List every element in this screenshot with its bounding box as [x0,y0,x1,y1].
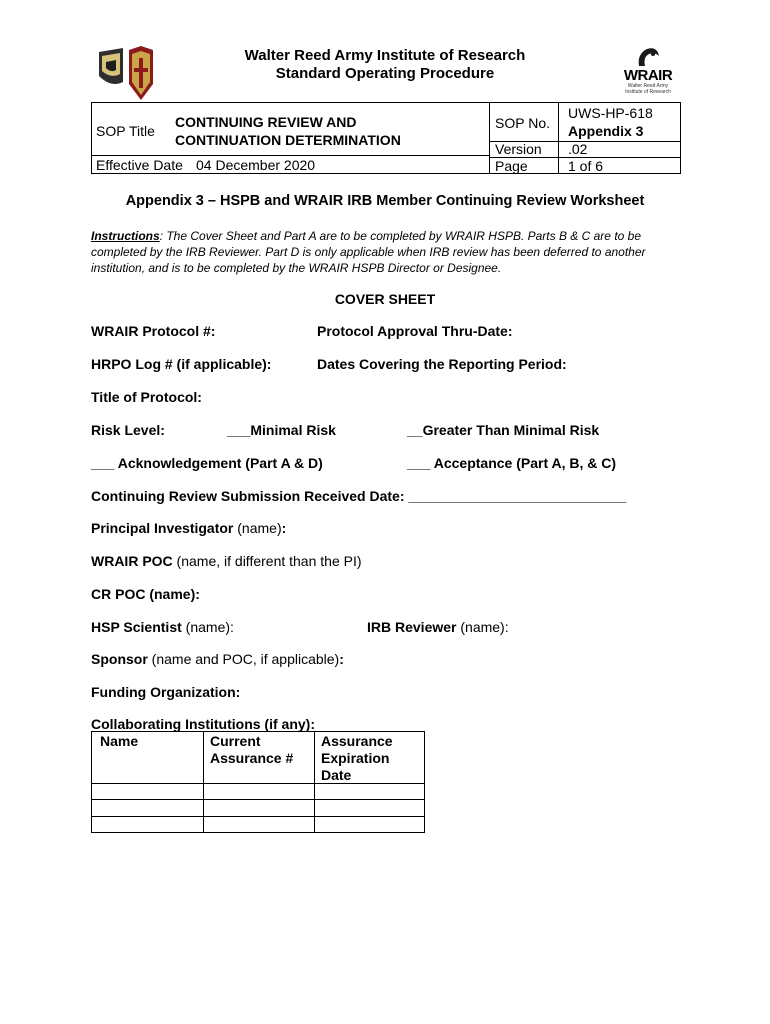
cr-received-date-field[interactable]: Continuing Review Submission Received Date: ____________________________ [91,488,627,504]
effective-date-label: Effective Date [96,157,183,173]
institute-name: Walter Reed Army Institute of Research [244,47,526,64]
instructions-line3: institution, and is to be completed by the WRAIR HSPB Director or Designee. [91,261,502,275]
instructions-line2: completed by the IRB Reviewer. Part D is only applicable when IRB review has been deferred to another [91,245,646,259]
wrair-poc-field[interactable] [91,553,362,570]
col-expiration-l3: Date [321,767,352,783]
collaborating-institutions-table [91,731,425,833]
irb-hint: (name): [456,619,509,635]
instructions-line1: : The Cover Sheet and Part A are to be completed by WRAIR HSPB. Parts B & C are to be [159,229,642,243]
effective-date-value: 04 December 2020 [196,157,316,173]
acknowledgement-option[interactable]: ___ Acknowledgement (Part A & D) [91,455,323,471]
sop-title-line1: CONTINUING REVIEW AND [175,114,357,130]
greater-risk-option[interactable]: __Greater Than Minimal Risk [407,422,600,438]
hrpo-log-label: HRPO Log # (if applicable): [91,356,272,372]
acceptance-option[interactable]: ___ Acceptance (Part A, B, & C) [407,455,617,471]
col-expiration-l2: Expiration [321,750,390,766]
wrair-protocol-label: WRAIR Protocol #: [91,323,216,339]
collaborating-institutions-label: Collaborating Institutions (if any): [91,716,315,732]
document-type: Standard Operating Procedure [275,65,495,82]
cover-sheet-heading: COVER SHEET [334,291,436,307]
poc-label: WRAIR POC [91,553,173,569]
version-value: .02 [568,141,588,157]
worksheet-title: Appendix 3 – HSPB and WRAIR IRB Member Continuing Review Worksheet [125,193,645,209]
funding-organization-field[interactable]: Funding Organization: [91,684,241,700]
instructions-label: Instructions [91,229,160,243]
col-current-assurance-l2: Assurance # [210,750,294,766]
sponsor-label: Sponsor [91,651,148,667]
approval-thru-date-label: Protocol Approval Thru-Date: [317,323,513,339]
pi-colon: : [281,520,287,536]
col-expiration-header [321,733,393,784]
irb-reviewer-field[interactable] [367,619,509,636]
col-name-header: Name [100,733,139,749]
minimal-risk-option[interactable]: ___Minimal Risk [227,422,336,438]
sponsor-hint: (name and POC, if applicable) [147,651,340,667]
hsp-hint: (name): [181,619,234,635]
wrair-logo-sub2: Institute of Research [625,89,671,95]
protocol-title-label: Title of Protocol: [91,389,202,405]
reporting-period-label: Dates Covering the Reporting Period: [317,356,567,372]
hsp-label: HSP Scientist [91,619,182,635]
sop-no-value: UWS-HP-618 [568,105,653,121]
col-current-assurance-header [210,733,293,767]
sop-title-line2: CONTINUATION DETERMINATION [175,132,401,148]
poc-hint: (name, if different than the PI) [172,553,362,569]
hsp-scientist-field[interactable] [91,619,234,636]
page-value: 1 of 6 [568,158,604,174]
appendix-label: Appendix 3 [568,123,644,139]
sop-no-label: SOP No. [495,115,550,131]
col-current-assurance-l1: Current [210,733,261,749]
wrair-logo-text: WRAIR [623,67,673,84]
wrair-logo [616,46,680,102]
principal-investigator-field[interactable] [91,520,286,537]
risk-level-label: Risk Level: [91,422,165,438]
sop-info-table [91,102,681,174]
sponsor-field[interactable] [91,651,344,668]
cr-poc-field[interactable]: CR POC (name): [91,586,200,602]
sop-title-label: SOP Title [96,123,155,139]
irb-label: IRB Reviewer [367,619,457,635]
col-expiration-l1: Assurance [321,733,393,749]
instructions [91,228,691,276]
version-label: Version [495,141,542,157]
pi-hint: (name) [233,520,282,536]
wrair-logo-sub1: Walter Reed Army [627,83,669,89]
page-label: Page [495,158,528,174]
wrair-emblem-icon [633,46,663,68]
pi-label: Principal Investigator [91,520,234,536]
sponsor-colon: : [339,651,344,667]
